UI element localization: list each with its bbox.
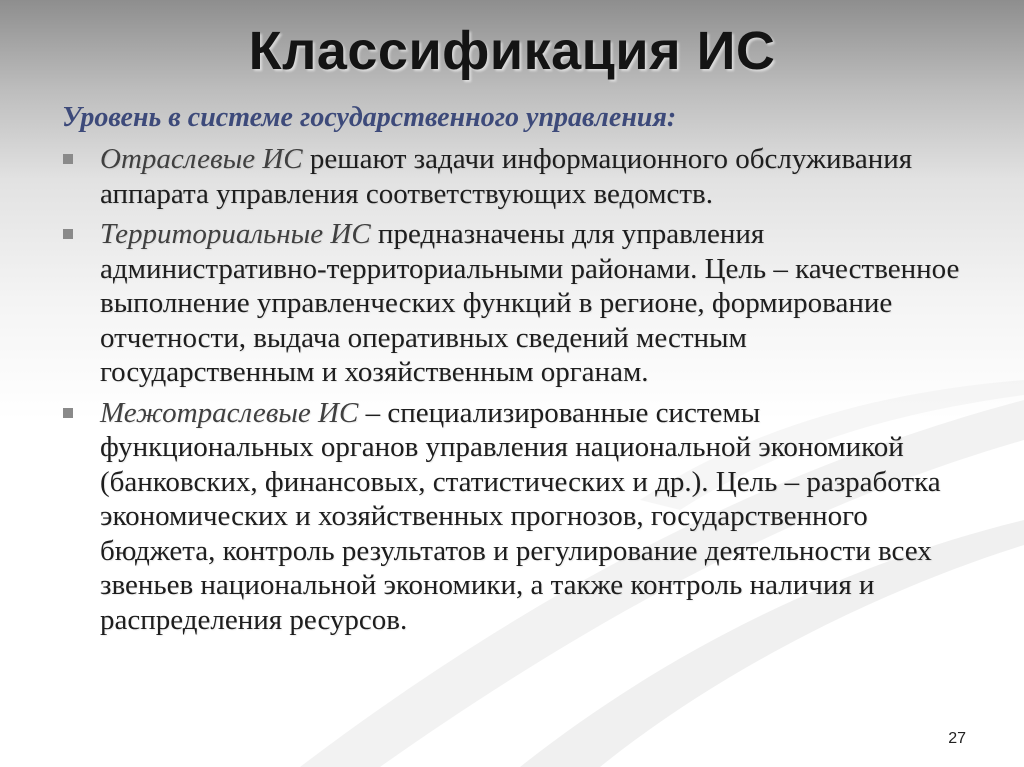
item-text: предназначены для управления административно-территориальными районами. Цель – качественное выполнение управленческих функций в регионе, формирование отчетности, выдача оперативных сведений местным государственным и хозяйственным органам. bbox=[100, 218, 960, 388]
square-bullet-icon bbox=[63, 229, 73, 239]
item-text: решают задачи информационного обслуживания аппарата управления соответствующих ведомств. bbox=[100, 143, 913, 210]
item-term: Территориальные ИС bbox=[100, 218, 371, 250]
list-item bbox=[62, 396, 962, 638]
bullet-list bbox=[62, 142, 962, 643]
item-term: Отраслевые ИС bbox=[100, 143, 303, 175]
item-term: Межотраслевые ИС bbox=[100, 396, 359, 429]
item-text: – специализированные системы функциональных органов управления национальной экономикой (банковских, финансовых, статистических и др.). Цель – разработка экономических и хозяйственных прогнозов, государственного бюджета, контроль результатов и регулирование деятельности всех звеньев национальной экономики, а также контроль наличия и распределения ресурсов. bbox=[100, 396, 941, 636]
list-item bbox=[62, 142, 962, 211]
slide-subtitle: Уровень в системе государственного управления: bbox=[62, 102, 677, 133]
square-bullet-icon bbox=[63, 154, 73, 164]
slide-title: Классификация ИС bbox=[248, 21, 776, 81]
page-number: 27 bbox=[948, 730, 966, 747]
list-item bbox=[62, 217, 962, 390]
square-bullet-icon bbox=[63, 408, 73, 418]
